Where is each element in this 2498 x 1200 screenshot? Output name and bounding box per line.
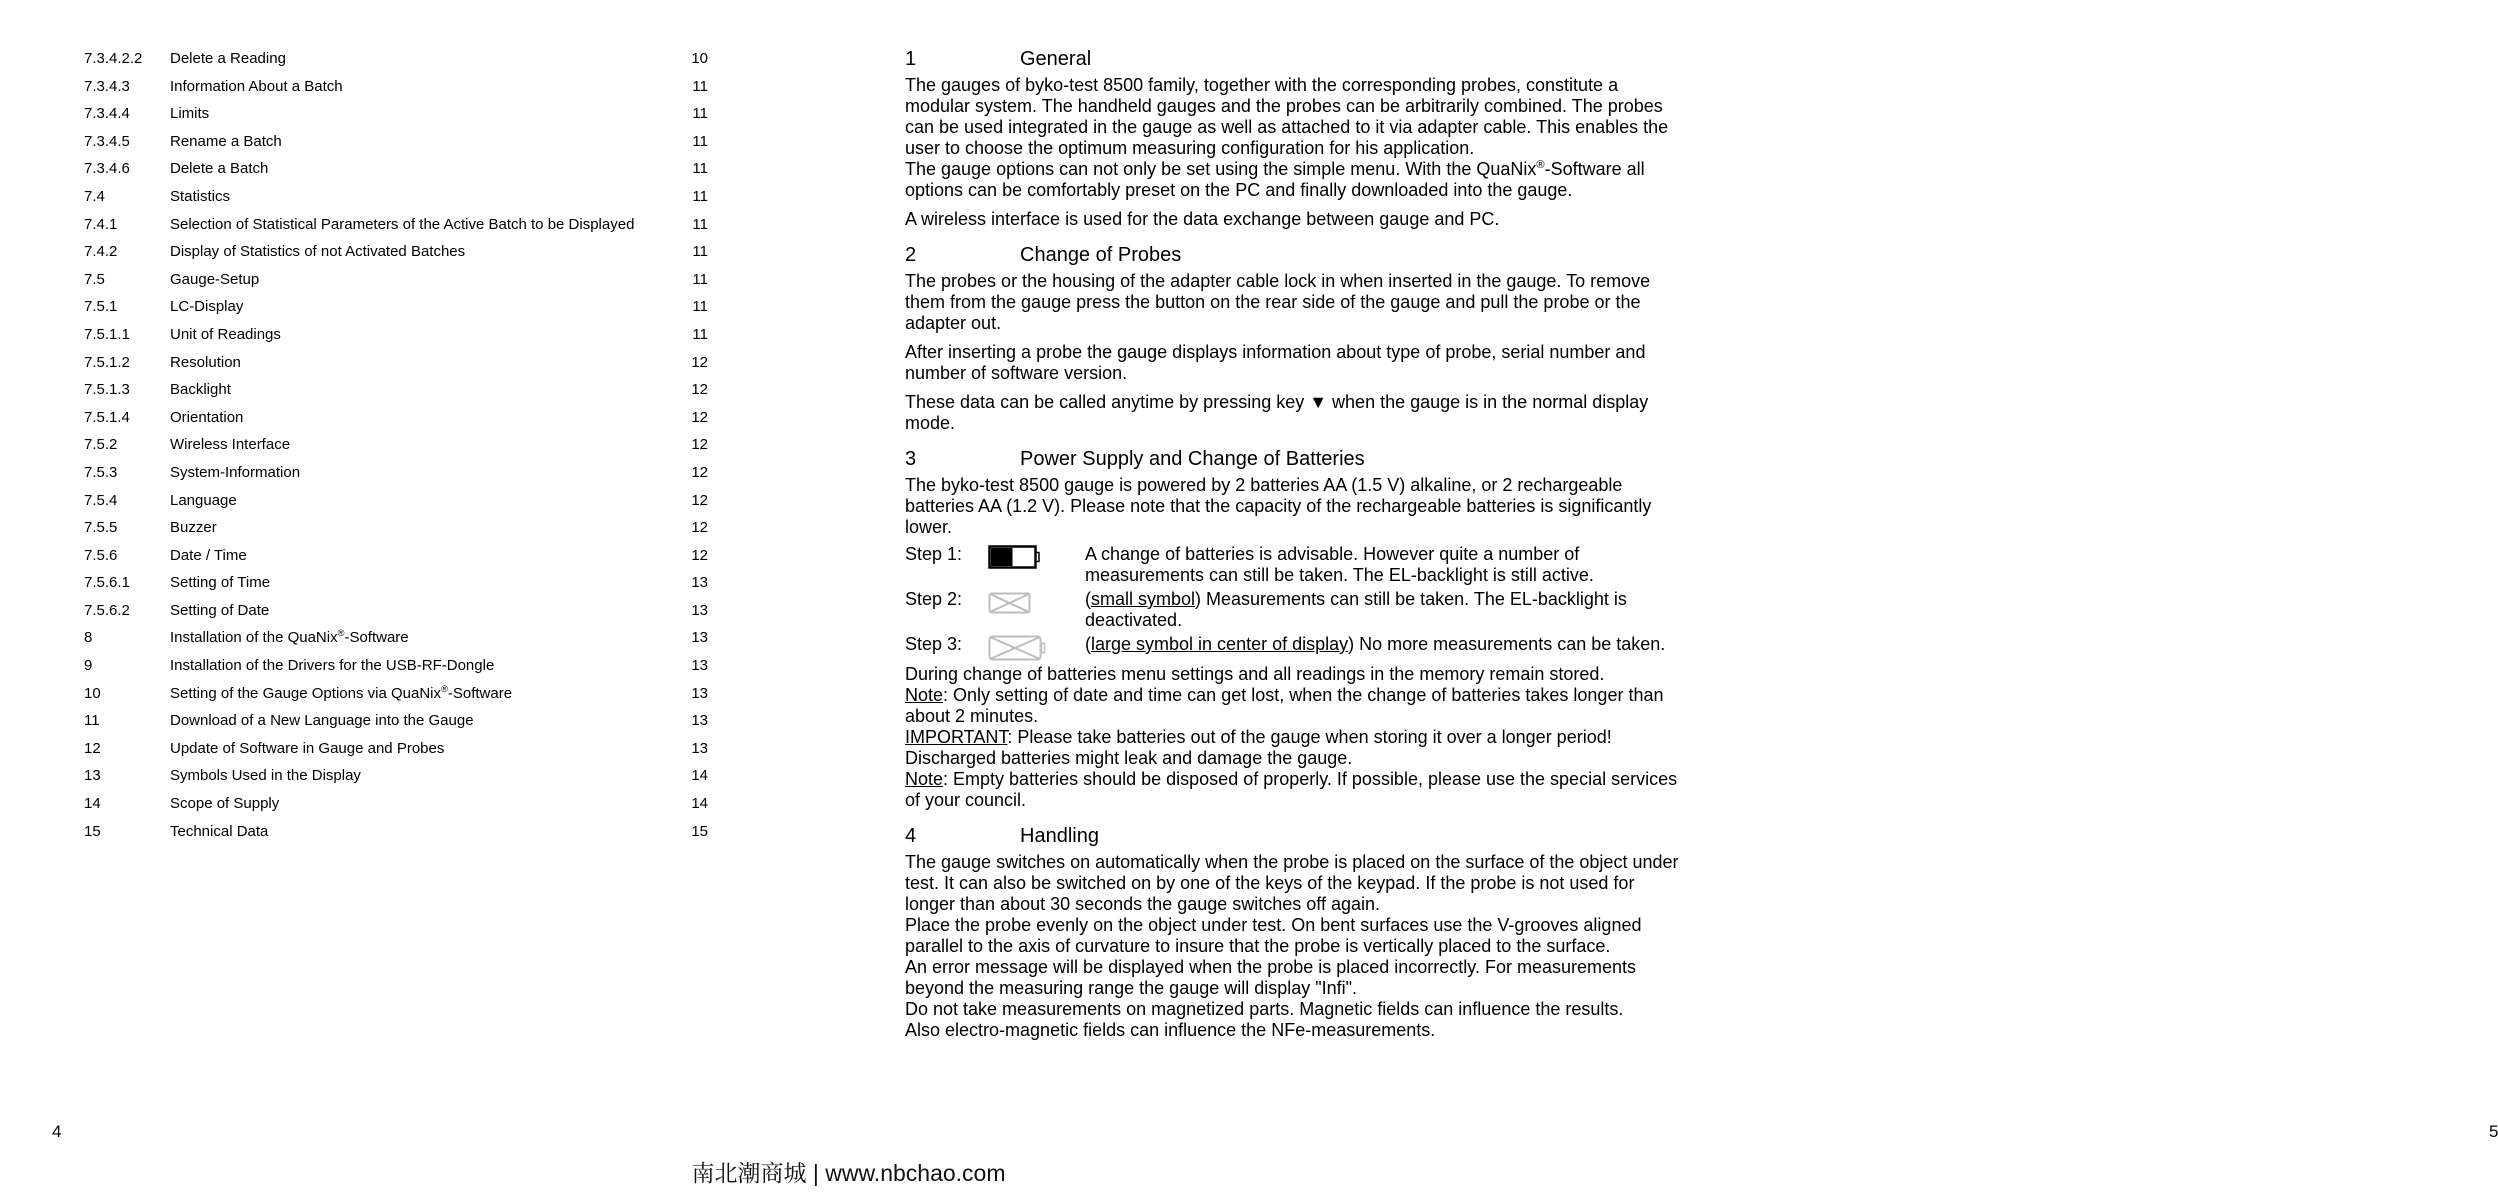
section-title: Power Supply and Change of Batteries (1020, 448, 1365, 470)
toc-section-number: 14 (84, 795, 101, 813)
toc-section-number: 8 (84, 629, 93, 647)
section-change-of-probes (905, 242, 1685, 434)
toc-page-number: 13 (691, 739, 708, 757)
toc-entry-title: Installation of the Drivers for the USB-RF-Dongle (170, 657, 495, 675)
toc-section-number: 7.5.1.2 (84, 353, 130, 371)
section-title: Change of Probes (1020, 244, 1182, 266)
toc-row (84, 160, 708, 188)
battery-step-row (905, 589, 1685, 631)
toc (84, 50, 708, 850)
toc-section-number: 11 (84, 712, 100, 730)
section-number: 4 (905, 825, 917, 847)
toc-section-number: 10 (84, 684, 101, 702)
toc-section-number: 7.5.2 (84, 436, 118, 454)
section-power-supply (905, 446, 1685, 811)
toc-entry-title: Gauge-Setup (170, 270, 260, 288)
toc-page-number: 14 (691, 795, 708, 813)
toc-page-number: 12 (691, 491, 708, 509)
toc-row (84, 602, 708, 630)
section-general (905, 46, 1685, 230)
toc-row (84, 574, 708, 602)
toc-page-number: 15 (691, 822, 708, 840)
toc-row (84, 271, 708, 299)
toc-page-number: 13 (691, 684, 708, 702)
toc-entry-title: Update of Software in Gauge and Probes (170, 739, 445, 757)
left-page-number: 4 (52, 1122, 62, 1141)
toc-entry-title: Orientation (170, 408, 244, 426)
battery-crossed-large-icon (988, 634, 1085, 661)
toc-row (84, 50, 708, 78)
toc-page-number: 13 (691, 629, 708, 647)
toc-page-number: 11 (692, 325, 708, 343)
toc-page-number: 11 (692, 243, 708, 261)
paragraph: The byko-test 8500 gauge is powered by 2 batteries AA (1.5 V) alkaline, or 2 rechargeable batteries AA (1.2 V). Please note that the capacity of the rechargeable batteries is significantly lower. (905, 475, 1652, 537)
toc-entry-title: Symbols Used in the Display (170, 767, 361, 785)
toc-entry-title: System-Information (170, 463, 301, 481)
paragraph: After inserting a probe the gauge displays information about type of probe, serial number and number of software version. (905, 342, 1646, 383)
toc-section-number: 7.3.4.5 (84, 132, 130, 150)
toc-section-number: 7.5.1 (84, 298, 118, 316)
toc-row (84, 823, 708, 851)
toc-section-number: 7.3.4.4 (84, 105, 130, 123)
toc-page-number: 10 (691, 50, 708, 67)
toc-row (84, 105, 708, 133)
section-title: Handling (1020, 825, 1099, 847)
toc-section-number: 7.3.4.2.2 (84, 50, 143, 67)
toc-entry-title: Statistics (170, 187, 231, 205)
toc-section-number: 13 (84, 767, 101, 785)
section-heading (905, 242, 1685, 268)
toc-row (84, 188, 708, 216)
note-line: IMPORTANT: Please take batteries out of the gauge when storing it over a longer period! Discharged batteries might leak and damage the gauge. (905, 727, 1612, 768)
section-handling (905, 823, 1685, 1041)
toc-section-number: 7.5.1.4 (84, 408, 130, 426)
toc-row (84, 519, 708, 547)
step-label: Step 2: (905, 589, 963, 609)
toc-page-number: 11 (692, 215, 708, 233)
toc-entry-title: Backlight (170, 381, 231, 399)
toc-entry-title: Setting of the Gauge Options via QuaNix®-Software (170, 683, 513, 702)
toc-page-number: 14 (691, 767, 708, 785)
paragraph: Do not take measurements on magnetized parts. Magnetic fields can influence the results. (905, 999, 1624, 1019)
toc-row (84, 657, 708, 685)
toc-row (84, 767, 708, 795)
section-heading (905, 823, 1685, 849)
right-page-number: 5 (2489, 1122, 2498, 1141)
toc-row (84, 216, 708, 244)
note-line: Note: Empty batteries should be disposed of properly. If possible, please use the special services of your council. (905, 769, 1678, 810)
paragraph: Also electro-magnetic fields can influence the NFe-measurements. (905, 1020, 1436, 1040)
toc-page-number: 11 (692, 187, 708, 205)
toc-page-number: 11 (692, 298, 708, 316)
toc-page-number: 13 (691, 574, 708, 592)
toc-row (84, 795, 708, 823)
toc-page-number: 12 (691, 463, 708, 481)
section-number: 1 (905, 48, 917, 70)
toc-entry-title: Installation of the QuaNix®-Software (170, 628, 409, 647)
step-label: Step 1: (905, 544, 963, 564)
toc-row (84, 629, 708, 657)
toc-page-number: 11 (692, 77, 708, 95)
toc-page-number: 12 (691, 353, 708, 371)
toc-entry-title: Resolution (170, 353, 241, 371)
battery-step-row (905, 634, 1685, 661)
toc-page-number: 13 (691, 657, 708, 675)
toc-section-number: 7.5.1.1 (84, 325, 130, 343)
left-document-page (0, 0, 848, 1200)
toc-section-number: 7.5.4 (84, 491, 118, 509)
toc-entry-title: Selection of Statistical Parameters of the Active Batch to be Displayed (170, 215, 635, 233)
toc-entry-title: Unit of Readings (170, 325, 281, 343)
toc-entry-title: Setting of Time (170, 574, 271, 592)
section-heading (905, 46, 1685, 72)
right-page-content (905, 46, 1685, 1041)
battery-step-row (905, 544, 1685, 586)
toc-page-number: 12 (691, 408, 708, 426)
toc-row (84, 78, 708, 106)
toc-row (84, 712, 708, 740)
toc-section-number: 7.5.6.2 (84, 601, 130, 619)
toc-row (84, 326, 708, 354)
toc-row (84, 381, 708, 409)
toc-entry-title: Display of Statistics of not Activated Batches (170, 243, 466, 261)
toc-row (84, 243, 708, 271)
watermark-text: 南北潮商城 | www.nbchao.com (691, 1160, 1006, 1186)
right-document-page (848, 0, 2498, 1200)
toc-entry-title: LC-Display (170, 298, 244, 316)
toc-page-number: 11 (692, 270, 708, 288)
toc-row (84, 492, 708, 520)
toc-entry-title: Buzzer (170, 519, 217, 537)
toc-page-number: 12 (691, 519, 708, 537)
toc-row (84, 547, 708, 575)
step-description: A change of batteries is advisable. However quite a number of measurements can still be taken. The EL-backlight is still active. (1085, 544, 1594, 585)
toc-page-number: 11 (692, 160, 708, 178)
toc-section-number: 9 (84, 657, 93, 675)
paragraph: An error message will be displayed when the probe is placed incorrectly. For measurements beyond the measuring range the gauge will display "Infi". (905, 957, 1637, 998)
toc-section-number: 7.4.1 (84, 215, 118, 233)
toc-row (84, 133, 708, 161)
paragraph: A wireless interface is used for the data exchange between gauge and PC. (905, 209, 1500, 229)
step-description: (small symbol) Measurements can still be taken. The EL-backlight is deactivated. (1085, 589, 1627, 630)
step-description: (large symbol in center of display) No more measurements can be taken. (1085, 634, 1666, 654)
section-title: General (1020, 48, 1092, 70)
toc-row (84, 436, 708, 464)
toc-page-number: 12 (691, 546, 708, 564)
section-heading (905, 446, 1685, 472)
battery-half-full-icon (988, 544, 1085, 586)
note-line: Note: Only setting of date and time can get lost, when the change of batteries takes longer than about 2 minutes. (905, 685, 1664, 726)
battery-crossed-small-icon (988, 589, 1085, 631)
toc-entry-title: Language (170, 491, 237, 509)
toc-row (84, 464, 708, 492)
toc-entry-title: Rename a Batch (170, 132, 282, 150)
toc-entry-title: Scope of Supply (170, 795, 280, 813)
toc-section-number: 7.5.3 (84, 463, 118, 481)
toc-page-number: 12 (691, 381, 708, 399)
toc-entry-title: Download of a New Language into the Gauge (170, 712, 474, 730)
toc-page-number: 11 (692, 105, 708, 123)
toc-entry-title: Date / Time (170, 546, 247, 564)
toc-row (84, 740, 708, 768)
note-line: During change of batteries menu settings and all readings in the memory remain stored. (905, 664, 1605, 684)
toc-entry-title: Limits (170, 105, 210, 123)
paragraph: Place the probe evenly on the object under test. On bent surfaces use the V-grooves aligned parallel to the axis of curvature to insure that the probe is vertically placed to the surface. (905, 915, 1642, 956)
toc-entry-title: Information About a Batch (170, 77, 343, 95)
toc-section-number: 7.5 (84, 270, 105, 288)
toc-section-number: 7.5.6.1 (84, 574, 130, 592)
toc-section-number: 7.4 (84, 187, 105, 205)
step-label: Step 3: (905, 634, 963, 654)
toc-entry-title: Technical Data (170, 822, 269, 840)
toc-section-number: 15 (84, 822, 101, 840)
toc-page-number: 11 (692, 132, 708, 150)
toc-section-number: 7.4.2 (84, 243, 118, 261)
toc-entry-title: Delete a Reading (170, 50, 286, 67)
toc-entry-title: Wireless Interface (170, 436, 291, 454)
toc-row (84, 298, 708, 326)
section-number: 3 (905, 448, 917, 470)
paragraph: The gauge switches on automatically when the probe is placed on the surface of the object under test. It can also be switched on by one of the keys of the keypad. If the probe is not used for longer than about 30 seconds the gauge switches off again. (905, 852, 1679, 914)
toc-section-number: 7.5.1.3 (84, 381, 130, 399)
toc-row (84, 354, 708, 382)
toc-entry-title: Setting of Date (170, 601, 270, 619)
toc-page-number: 12 (691, 436, 708, 454)
paragraph: The gauge options can not only be set using the simple menu. With the QuaNix®-Software all options can be comfortably preset on the PC and finally downloaded into the gauge. (905, 159, 1645, 200)
toc-row (84, 409, 708, 437)
toc-row (84, 685, 708, 713)
toc-entry-title: Delete a Batch (170, 160, 269, 178)
toc-page-number: 13 (691, 712, 708, 730)
toc-section-number: 7.5.6 (84, 546, 118, 564)
toc-section-number: 7.5.5 (84, 519, 118, 537)
paragraph: The probes or the housing of the adapter cable lock in when inserted in the gauge. To remove them from the gauge press the button on the rear side of the gauge and pull the probe or the adapter out. (905, 271, 1651, 333)
paragraph: The gauges of byko-test 8500 family, together with the corresponding probes, constitute a modular system. The handheld gauges and the probes can be arbitrarily combined. The probes can be used integrated in the gauge as well as attached to it via adapter cable. This enables the user to choose the optimum measuring configuration for his application. (905, 75, 1669, 158)
toc-page-number: 13 (691, 601, 708, 619)
toc-section-number: 12 (84, 739, 101, 757)
toc-section-number: 7.3.4.6 (84, 160, 130, 178)
toc-section-number: 7.3.4.3 (84, 77, 130, 95)
section-number: 2 (905, 244, 917, 266)
paragraph: These data can be called anytime by pressing key ▼ when the gauge is in the normal display mode. (905, 392, 1649, 433)
